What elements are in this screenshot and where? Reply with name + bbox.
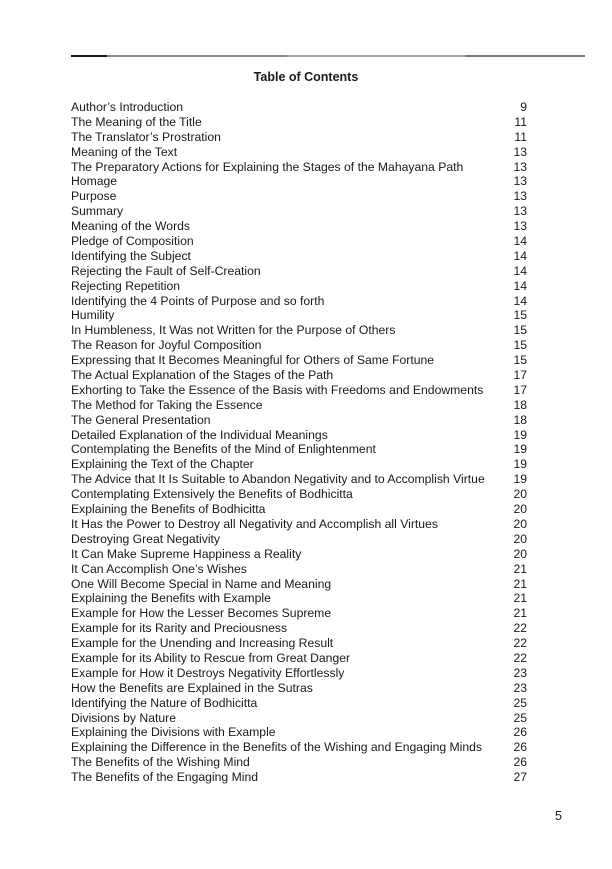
toc-entry-page: 20: [513, 502, 527, 517]
toc-entry[interactable]: [71, 130, 527, 145]
toc-entry[interactable]: [71, 279, 527, 294]
toc-entry-page: 21: [513, 576, 527, 591]
toc-entry-page: 26: [513, 725, 527, 740]
toc-entry-page: 22: [513, 636, 527, 651]
toc-entry-page: 13: [513, 204, 527, 219]
toc-entry-page: 26: [513, 755, 527, 770]
toc-entry-title: The Reason for Joyful Composition: [71, 338, 262, 353]
toc-entry-page: 15: [513, 308, 527, 323]
toc-entry-title: Divisions by Nature: [71, 710, 176, 725]
toc-entry[interactable]: [71, 755, 527, 770]
toc-entry-title: Purpose: [71, 189, 117, 204]
page-number: 5: [555, 809, 562, 823]
toc-entry[interactable]: [71, 577, 527, 592]
toc-entry-title: Explaining the Benefits of Bodhicitta: [71, 502, 266, 517]
toc-entry-title: The Translator’s Prostration: [71, 129, 221, 144]
toc-entry-title: The Benefits of the Wishing Mind: [71, 755, 250, 770]
toc-entry[interactable]: [71, 487, 527, 502]
toc-entry-title: It Has the Power to Destroy all Negativity and Accomplish all Virtues: [71, 516, 438, 531]
toc-entry-page: 13: [513, 189, 527, 204]
toc-entry[interactable]: [71, 145, 527, 160]
toc-entry-title: The General Presentation: [71, 412, 211, 427]
toc-entry-page: 19: [513, 427, 527, 442]
toc-entry-page: 13: [513, 219, 527, 234]
toc-entry-page: 11: [514, 129, 527, 144]
toc-entry-page: 20: [513, 487, 527, 502]
toc-entry-page: 21: [513, 561, 527, 576]
toc-entry-title: Example for the Unending and Increasing Result: [71, 636, 334, 651]
toc-entry-title: Meaning of the Text: [71, 144, 178, 159]
toc-entry[interactable]: [71, 383, 527, 398]
toc-entry-page: 20: [513, 546, 527, 561]
toc-entry-page: 17: [513, 368, 527, 383]
toc-entry-page: 11: [514, 114, 527, 129]
toc-entry-title: Exhorting to Take the Essence of the Basis with Freedoms and Endowments: [71, 382, 484, 397]
toc-entry-page: 14: [513, 248, 527, 263]
table-of-contents: [71, 100, 527, 785]
toc-entry[interactable]: [71, 636, 527, 651]
toc-entry[interactable]: [71, 591, 527, 606]
toc-entry-page: 9: [520, 100, 527, 114]
header-rule-segment: [71, 55, 107, 57]
toc-entry-title: How the Benefits are Explained in the Sutras: [71, 680, 313, 695]
toc-entry-page: 15: [513, 353, 527, 368]
toc-entry-title: Meaning of the Words: [71, 219, 191, 234]
toc-entry-page: 22: [513, 650, 527, 665]
toc-entry-title: Contemplating Extensively the Benefits of Bodhicitta: [71, 487, 353, 502]
toc-entry[interactable]: [71, 338, 527, 353]
toc-entry-page: 20: [513, 516, 527, 531]
toc-entry[interactable]: [71, 457, 527, 472]
toc-entry-title: Author’s Introduction: [71, 100, 184, 114]
toc-entry-title: Explaining the Difference in the Benefits of the Wishing and Engaging Minds: [71, 740, 483, 755]
toc-entry-page: 19: [513, 472, 527, 487]
toc-entry[interactable]: [71, 725, 527, 740]
toc-entry-title: Explaining the Divisions with Example: [71, 725, 276, 740]
toc-entry-title: Identifying the 4 Points of Purpose and so forth: [71, 293, 325, 308]
toc-entry-title: It Can Make Supreme Happiness a Reality: [71, 546, 302, 561]
toc-entry-page: 19: [513, 442, 527, 457]
toc-entry-title: The Preparatory Actions for Explaining the Stages of the Mahayana Path: [71, 159, 464, 174]
toc-entry[interactable]: [71, 428, 527, 443]
toc-entry-title: Example for its Rarity and Preciousness: [71, 621, 288, 636]
toc-entry-title: It Can Accomplish One’s Wishes: [71, 561, 247, 576]
toc-entry-page: 23: [513, 680, 527, 695]
toc-entry-page: 25: [513, 695, 527, 710]
toc-entry[interactable]: [71, 174, 527, 189]
toc-entry-title: The Advice that It Is Suitable to Abandon Negativity and to Accomplish Virtue: [71, 472, 485, 487]
toc-entry[interactable]: [71, 249, 527, 264]
toc-entry[interactable]: [71, 115, 527, 130]
toc-entry[interactable]: [71, 413, 527, 428]
toc-entry[interactable]: [71, 740, 527, 755]
toc-entry-page: 20: [513, 531, 527, 546]
page-title: Table of Contents: [253, 70, 359, 84]
toc-entry-title: Example for How the Lesser Becomes Supreme: [71, 606, 332, 621]
toc-entry-title: Expressing that It Becomes Meaningful for Others of Same Fortune: [71, 353, 435, 368]
toc-entry-title: Destroying Great Negativity: [71, 531, 221, 546]
toc-entry[interactable]: [71, 442, 527, 457]
toc-entry[interactable]: [71, 562, 527, 577]
toc-entry-page: 13: [513, 174, 527, 189]
toc-entry[interactable]: [71, 398, 527, 413]
toc-entry[interactable]: [71, 160, 527, 175]
toc-entry[interactable]: [71, 681, 527, 696]
toc-entry[interactable]: [71, 606, 527, 621]
toc-entry[interactable]: [71, 651, 527, 666]
toc-entry-title: Example for How it Destroys Negativity Effortlessly: [71, 665, 345, 680]
toc-entry[interactable]: [71, 294, 527, 309]
header-rule-segment: [107, 55, 287, 57]
toc-entry[interactable]: [71, 264, 527, 279]
toc-entry[interactable]: [71, 204, 527, 219]
toc-entry[interactable]: [71, 517, 527, 532]
toc-entry-title: Explaining the Text of the Chapter: [71, 457, 254, 472]
toc-entry-page: 25: [513, 710, 527, 725]
header-rule-segment: [465, 55, 585, 57]
toc-entry[interactable]: [71, 472, 527, 487]
toc-entry-page: 22: [513, 621, 527, 636]
toc-entry[interactable]: [71, 666, 527, 681]
toc-entry-title: In Humbleness, It Was not Written for the Purpose of Others: [71, 323, 396, 338]
toc-entry-page: 21: [513, 606, 527, 621]
toc-entry-title: The Benefits of the Engaging Mind: [71, 770, 258, 785]
toc-entry[interactable]: [71, 532, 527, 547]
toc-entry[interactable]: [71, 323, 527, 338]
toc-entry-page: 15: [513, 323, 527, 338]
header-rule-segment: [287, 55, 465, 57]
toc-entry[interactable]: [71, 696, 527, 711]
toc-entry-title: Identifying the Subject: [71, 248, 191, 263]
toc-entry-page: 14: [513, 234, 527, 249]
toc-entry-title: Identifying the Nature of Bodhicitta: [71, 695, 258, 710]
toc-entry-page: 18: [513, 412, 527, 427]
toc-entry[interactable]: [71, 353, 527, 368]
toc-entry-title: Contemplating the Benefits of the Mind of Enlightenment: [71, 442, 376, 457]
toc-entry[interactable]: [71, 189, 527, 204]
toc-entry-page: 19: [513, 457, 527, 472]
toc-entry-page: 14: [513, 293, 527, 308]
toc-entry-page: 27: [513, 770, 527, 785]
toc-entry[interactable]: [71, 621, 527, 636]
toc-entry-title: Pledge of Composition: [71, 234, 194, 249]
toc-entry-page: 13: [513, 144, 527, 159]
toc-entry-title: Humility: [71, 308, 115, 323]
toc-entry-page: 14: [513, 278, 527, 293]
toc-entry[interactable]: [71, 547, 527, 562]
toc-entry[interactable]: [71, 770, 527, 785]
toc-entry[interactable]: [71, 308, 527, 323]
toc-entry[interactable]: [71, 502, 527, 517]
toc-entry-page: 26: [513, 740, 527, 755]
toc-entry-title: One Will Become Special in Name and Meaning: [71, 576, 332, 591]
toc-entry-page: 21: [513, 591, 527, 606]
toc-entry-page: 15: [513, 338, 527, 353]
toc-entry-title: The Actual Explanation of the Stages of the Path: [71, 368, 334, 383]
toc-entry-title: Explaining the Benefits with Example: [71, 591, 271, 606]
toc-entry-title: The Meaning of the Title: [71, 114, 202, 129]
toc-entry-title: Detailed Explanation of the Individual Meanings: [71, 427, 328, 442]
toc-entry[interactable]: [71, 219, 527, 234]
toc-entry-title: Rejecting the Fault of Self-Creation: [71, 263, 261, 278]
toc-entry-title: Summary: [71, 204, 124, 219]
toc-entry-page: 17: [513, 382, 527, 397]
toc-entry-page: 18: [513, 397, 527, 412]
toc-entry-title: Homage: [71, 174, 118, 189]
toc-entry[interactable]: [71, 711, 527, 726]
toc-entry-title: The Method for Taking the Essence: [71, 397, 263, 412]
toc-entry-page: 14: [513, 263, 527, 278]
toc-entry[interactable]: [71, 234, 527, 249]
toc-entry-page: 13: [513, 159, 527, 174]
toc-entry[interactable]: [71, 368, 527, 383]
toc-entry-title: Rejecting Repetition: [71, 278, 181, 293]
toc-entry[interactable]: [71, 100, 527, 115]
toc-entry-title: Example for its Ability to Rescue from Great Danger: [71, 650, 351, 665]
toc-entry-page: 23: [513, 665, 527, 680]
